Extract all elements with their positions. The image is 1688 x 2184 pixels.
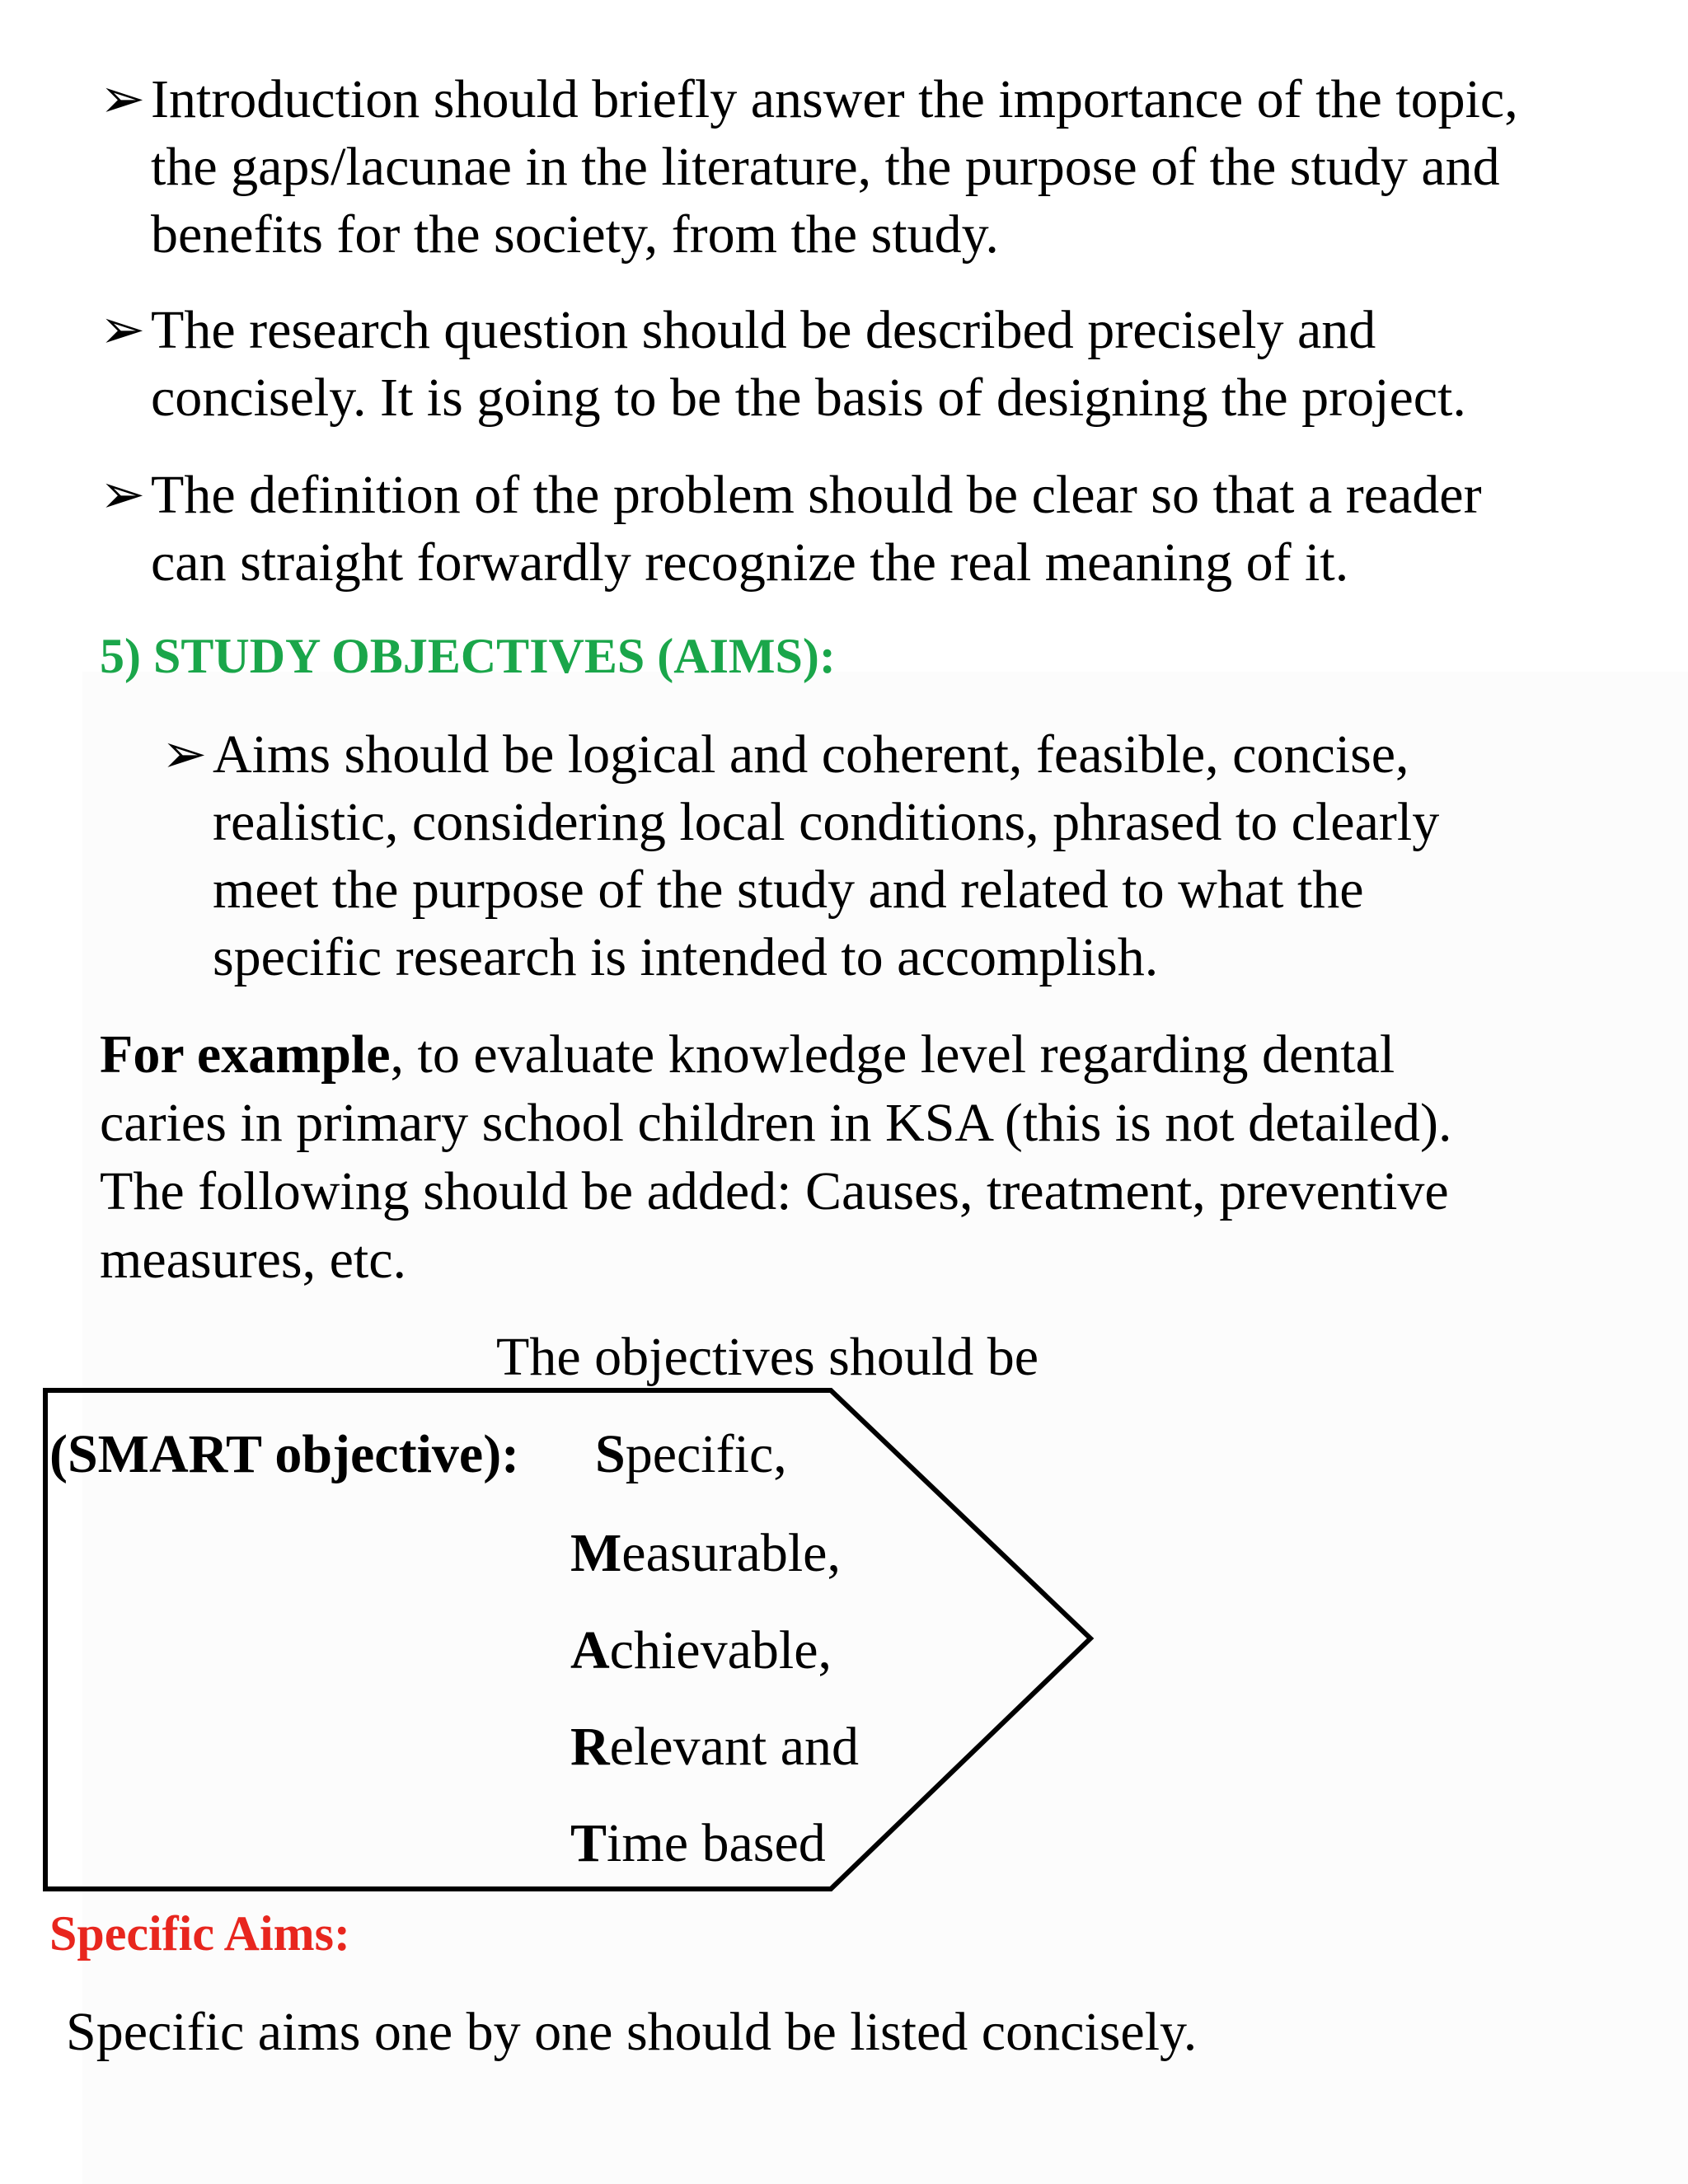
example-line-1 <box>100 1020 1452 1089</box>
specific-aims-text: Specific aims one by one should be listed concisely. <box>66 2002 1198 2062</box>
bullet-text-line: the gaps/lacunae in the literature, the purpose of the study and <box>151 137 1500 197</box>
smart-word-rest: elevant and <box>609 1717 860 1777</box>
example-line-1-text: , to evaluate knowledge level regarding dental <box>390 1024 1395 1085</box>
smart-word-rest: chievable, <box>609 1620 832 1680</box>
study-objectives-heading: 5) STUDY OBJECTIVES (AIMS): <box>100 629 836 683</box>
smart-objective-label: (SMART objective): <box>49 1424 520 1484</box>
bullet-text-line: meet the purpose of the study and related to what the <box>213 860 1364 920</box>
arrow-bullet-icon: ➢ <box>162 724 208 785</box>
example-line-4: measures, etc. <box>100 1230 406 1290</box>
smart-word-relevant <box>570 1714 859 1780</box>
bullet-text-line: specific research is intended to accomplish. <box>213 927 1159 987</box>
smart-word-rest: easurable, <box>621 1523 841 1583</box>
bullet-text-line: benefits for the society, from the study. <box>151 204 999 265</box>
example-paragraph <box>100 1020 1452 1294</box>
smart-word-measurable <box>570 1521 841 1586</box>
intro-bullet-2 <box>100 297 1466 432</box>
smart-word-achievable <box>570 1618 832 1684</box>
bullet-text-line: Introduction should briefly answer the importance of the topic, <box>151 69 1518 129</box>
arrow-bullet-icon: ➢ <box>100 465 146 525</box>
smart-intro-text: The objectives should be <box>496 1327 1039 1387</box>
aims-bullet <box>162 721 1439 991</box>
bullet-text-line: The definition of the problem should be clear so that a reader <box>151 465 1482 525</box>
specific-aims-heading: Specific Aims: <box>49 1906 350 1961</box>
arrow-bullet-icon: ➢ <box>100 300 146 360</box>
smart-word-specific <box>595 1422 787 1488</box>
smart-word-rest: ime based <box>607 1813 826 1873</box>
example-lead: For example <box>100 1024 391 1085</box>
smart-initial: S <box>595 1424 626 1484</box>
example-line-2: caries in primary school children in KSA (this is not detailed). <box>100 1093 1452 1153</box>
smart-initial: M <box>570 1523 622 1583</box>
example-line-3: The following should be added: Causes, treatment, preventive <box>100 1161 1449 1221</box>
intro-bullet-1 <box>100 66 1518 269</box>
intro-bullet-3 <box>100 462 1482 597</box>
bullet-text-line: Aims should be logical and coherent, feasible, concise, <box>213 724 1409 785</box>
smart-initial: R <box>570 1717 610 1777</box>
bullet-text-line: concisely. It is going to be the basis of designing the project. <box>151 368 1466 428</box>
smart-initial: T <box>570 1813 607 1873</box>
bullet-text-line: can straight forwardly recognize the real meaning of it. <box>151 532 1349 593</box>
arrow-bullet-icon: ➢ <box>100 69 146 129</box>
bullet-text-line: realistic, considering local conditions, phrased to clearly <box>213 792 1440 852</box>
smart-word-time-based <box>570 1811 826 1877</box>
bullet-text-line: The research question should be described precisely and <box>151 300 1376 360</box>
smart-word-rest: pecific, <box>625 1424 787 1484</box>
smart-initial: A <box>570 1620 610 1680</box>
